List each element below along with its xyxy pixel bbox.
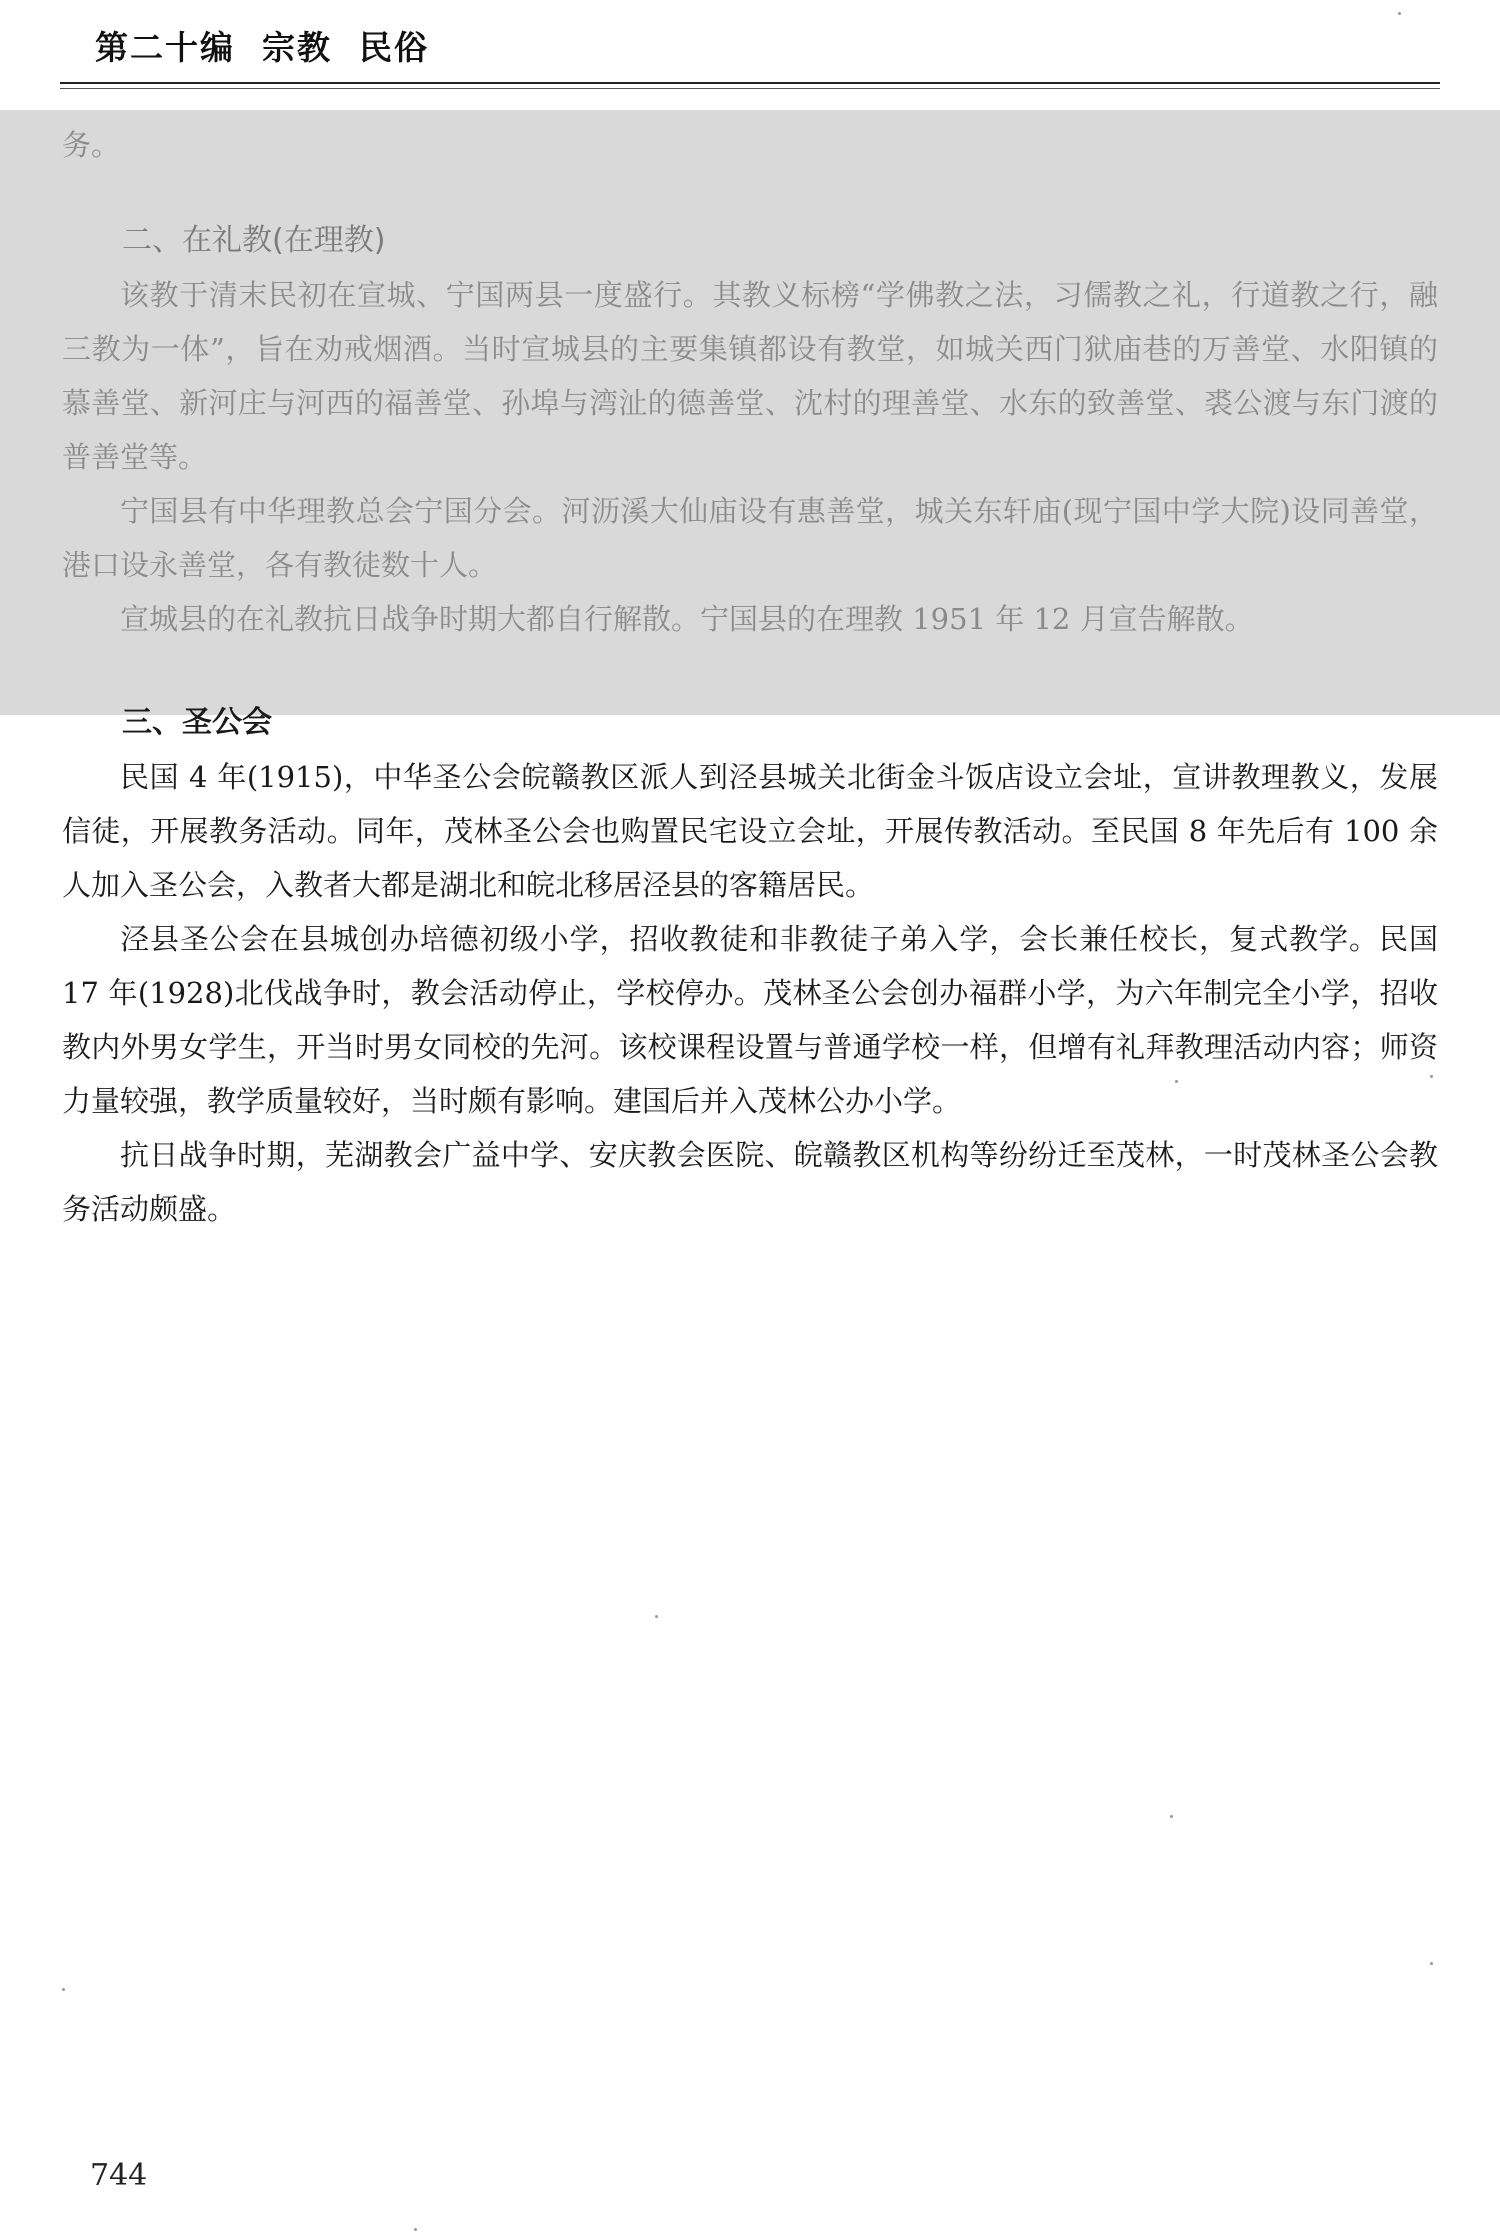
page-number: 744: [90, 2158, 148, 2193]
section-zailijiao: [62, 118, 1438, 646]
scan-speck: [1430, 1075, 1433, 1078]
paragraph: 宣城县的在礼教抗日战争时期大都自行解散。宁国县的在理教 1951 年 12 月宣告解散。: [120, 602, 1254, 636]
header-rule-thin: [60, 88, 1440, 89]
scan-speck: [62, 1988, 65, 1991]
scan-speck: [1170, 1815, 1173, 1818]
running-header: 第二十编 宗教 民俗: [95, 28, 429, 67]
carryover-text: 务。: [62, 128, 121, 162]
paragraph: 该教于清末民初在宣城、宁国两县一度盛行。其教义标榜“学佛教之法，习儒教之礼，行道教之行，融三教为一体”，旨在劝戒烟酒。当时宣城县的主要集镇都设有教堂，如城关西门狱庙巷的万善堂、水阳镇的慕善堂、新河庄与河西的福善堂、孙埠与湾沚的德善堂、沈村的理善堂、水东的致善堂、裘公渡与东门渡的普善堂等。: [62, 278, 1438, 474]
scan-speck: [1398, 12, 1401, 15]
scan-speck: [1175, 1080, 1178, 1083]
scan-speck: [1430, 1962, 1433, 1965]
paragraph: 泾县圣公会在县城创办培德初级小学，招收教徒和非教徒子弟入学，会长兼任校长，复式教学。民国 17 年(1928)北伐战争时，教会活动停止，学校停办。茂林圣公会创办福群小学，为六年制完全小学，招收教内外男女学生，开当时男女同校的先河。该校课程设置与普通学校一样，但增有礼拜教理活动内容；师资力量较强，教学质量较好，当时颇有影响。建国后并入茂林公办小学。: [62, 922, 1438, 1118]
header-rule-thick: [60, 82, 1440, 84]
scan-speck: [414, 2228, 417, 2231]
paragraph: 民国 4 年(1915)，中华圣公会皖赣教区派人到泾县城关北街金斗饭店设立会址，宣讲教理教义，发展信徒，开展教务活动。同年，茂林圣公会也购置民宅设立会址，开展传教活动。至民国 8 年先后有 100 余人加入圣公会，入教者大都是湖北和皖北移居泾县的客籍居民。: [62, 760, 1438, 902]
section-heading-shenggonghui: 三、圣公会: [122, 705, 272, 740]
section-shenggonghui: [62, 696, 1438, 1236]
paragraph: 宁国县有中华理教总会宁国分会。河沥溪大仙庙设有惠善堂，城关东轩庙(现宁国中学大院)设同善堂，港口设永善堂，各有教徒数十人。: [62, 494, 1438, 582]
section-heading-zailijiao: 二、在礼教(在理教): [122, 223, 386, 258]
paragraph: 抗日战争时期，芜湖教会广益中学、安庆教会医院、皖赣教区机构等纷纷迁至茂林，一时茂林圣公会教务活动颇盛。: [62, 1138, 1438, 1226]
page-body: [62, 118, 1438, 1236]
scan-speck: [655, 1615, 658, 1618]
